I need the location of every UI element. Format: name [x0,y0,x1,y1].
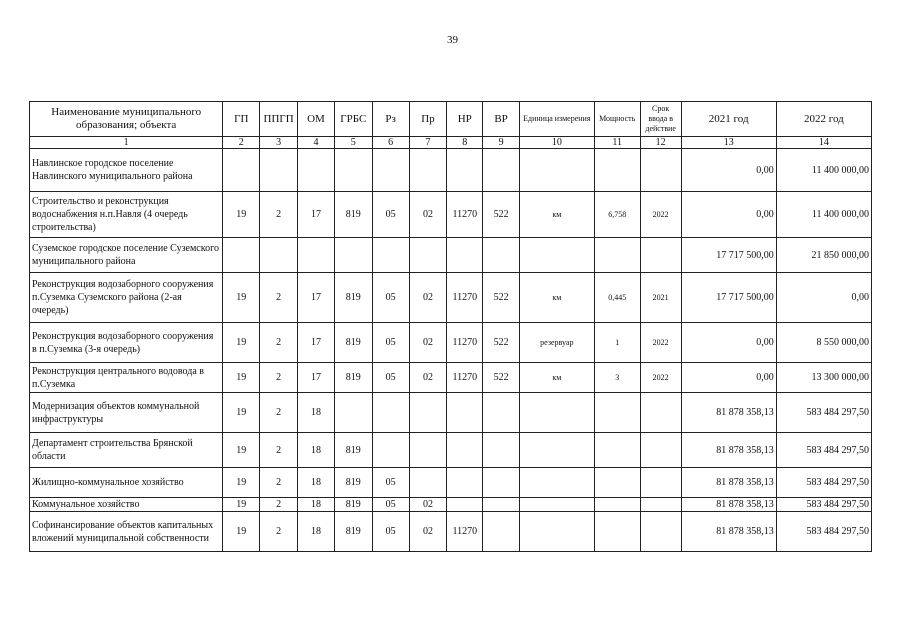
amount-2021-cell: 0,00 [681,323,776,363]
table-cell: 819 [334,273,372,323]
amount-2022-cell: 583 484 297,50 [776,498,871,512]
table-row [30,149,872,192]
table-row [30,433,872,468]
object-name-cell: Строительство и реконструкция водоснабжения н.п.Навля (4 очередь строительства) [30,192,223,238]
amount-2021-cell: 0,00 [681,149,776,192]
table-cell: 2 [260,192,298,238]
table-cell [298,238,335,273]
table-cell: 19 [223,512,260,552]
table-cell [640,433,681,468]
table-cell [483,393,520,433]
column-number: 12 [640,137,681,149]
object-name-cell: Навлинское городское поселение Навлинского муниципального района [30,149,223,192]
amount-2022-cell: 11 400 000,00 [776,149,871,192]
table-cell: 2 [260,498,298,512]
table-cell: 02 [409,192,447,238]
table-cell: 19 [223,192,260,238]
table-cell [447,468,483,498]
table-cell [640,238,681,273]
table-cell [334,238,372,273]
table-cell: 522 [483,192,520,238]
column-header: ГРБС [334,102,372,137]
table-cell [483,238,520,273]
table-cell: 2022 [640,323,681,363]
amount-2022-cell: 583 484 297,50 [776,468,871,498]
table-cell: 522 [483,273,520,323]
column-header: ВР [483,102,520,137]
column-number: 11 [594,137,640,149]
table-cell [372,393,409,433]
budget-table [29,101,872,552]
table-cell [372,433,409,468]
table-row [30,323,872,363]
column-number: 1 [30,137,223,149]
table-cell [483,468,520,498]
table-row [30,498,872,512]
table-cell: км [520,363,595,393]
table-cell: 05 [372,468,409,498]
table-cell: км [520,273,595,323]
table-cell: 0,445 [594,273,640,323]
header-row [30,102,872,137]
amount-2022-cell: 11 400 000,00 [776,192,871,238]
column-number: 7 [409,137,447,149]
table-cell [260,238,298,273]
column-header: Срок ввода в действие [640,102,681,137]
table-cell: 17 [298,192,335,238]
table-cell [520,433,595,468]
table-cell [520,468,595,498]
table-cell [483,498,520,512]
table-row [30,192,872,238]
table-row [30,238,872,273]
table-cell [409,149,447,192]
table-cell [520,498,595,512]
amount-2021-cell: 81 878 358,13 [681,498,776,512]
column-header: НР [447,102,483,137]
table-row [30,393,872,433]
table-cell [640,393,681,433]
table-cell: 11270 [447,192,483,238]
table-cell: 19 [223,433,260,468]
table-cell: 3 [594,363,640,393]
column-header: 2021 год [681,102,776,137]
table-cell [483,433,520,468]
table-cell [520,393,595,433]
column-header: Наименование муниципального образования; объекта [30,102,223,137]
table-cell [447,149,483,192]
amount-2021-cell: 81 878 358,13 [681,468,776,498]
table-cell: 2 [260,393,298,433]
table-cell: 819 [334,498,372,512]
column-number: 14 [776,137,871,149]
table-cell [223,238,260,273]
table-cell: 2022 [640,192,681,238]
table-cell [594,512,640,552]
object-name-cell: Департамент строительства Брянской области [30,433,223,468]
page-number: 39 [447,34,458,46]
amount-2021-cell: 17 717 500,00 [681,238,776,273]
amount-2021-cell: 81 878 358,13 [681,393,776,433]
table-cell: 2022 [640,363,681,393]
table-cell [594,498,640,512]
table-cell: 2 [260,363,298,393]
table-cell: 05 [372,512,409,552]
table-cell [594,468,640,498]
table-cell: 05 [372,498,409,512]
object-name-cell: Софинансирование объектов капитальных вложений муниципальной собственности [30,512,223,552]
amount-2021-cell: 0,00 [681,192,776,238]
table-cell: 18 [298,433,335,468]
table-cell [594,149,640,192]
table-cell [594,393,640,433]
table-cell: 522 [483,323,520,363]
table-cell: 02 [409,273,447,323]
column-header: ГП [223,102,260,137]
table-cell [520,238,595,273]
amount-2022-cell: 8 550 000,00 [776,323,871,363]
object-name-cell: Модернизация объектов коммунальной инфраструктуры [30,393,223,433]
table-cell: 05 [372,192,409,238]
table-cell: 05 [372,323,409,363]
table-cell: 02 [409,363,447,393]
table-cell [594,238,640,273]
table-cell: 2 [260,512,298,552]
table-row [30,512,872,552]
table-cell: 11270 [447,273,483,323]
table-cell: 17 [298,363,335,393]
table-cell: 18 [298,512,335,552]
table-cell [483,512,520,552]
column-number: 10 [520,137,595,149]
table-cell: 18 [298,393,335,433]
table-row [30,273,872,323]
column-header: Единица измерения [520,102,595,137]
table-cell [520,512,595,552]
column-number: 9 [483,137,520,149]
table-cell: 18 [298,498,335,512]
table-cell [223,149,260,192]
table-cell [334,393,372,433]
table-cell: 19 [223,498,260,512]
column-number: 5 [334,137,372,149]
table-cell: 522 [483,363,520,393]
table-cell [260,149,298,192]
table-cell [334,149,372,192]
table-cell [640,468,681,498]
table-cell: 11270 [447,363,483,393]
amount-2022-cell: 13 300 000,00 [776,363,871,393]
table-cell: 11270 [447,512,483,552]
column-header: 2022 год [776,102,871,137]
table-cell: 17 [298,323,335,363]
table-cell [447,433,483,468]
table-cell: 819 [334,323,372,363]
table-cell: 17 [298,273,335,323]
table-cell [520,149,595,192]
table-body [30,149,872,552]
column-number: 2 [223,137,260,149]
table-cell: 1 [594,323,640,363]
table-cell [409,468,447,498]
table-cell [298,149,335,192]
table-cell: км [520,192,595,238]
table-cell: 19 [223,323,260,363]
column-header: ППГП [260,102,298,137]
table-cell: 19 [223,273,260,323]
column-number: 13 [681,137,776,149]
table-cell: 6,758 [594,192,640,238]
table-cell: 819 [334,192,372,238]
table-cell [447,498,483,512]
column-number: 8 [447,137,483,149]
table-cell [372,149,409,192]
table-cell: 19 [223,468,260,498]
table-cell: 819 [334,468,372,498]
table-cell [409,433,447,468]
column-header: ОМ [298,102,335,137]
object-name-cell: Реконструкция водозаборного сооружения п.Суземка Суземского района (2-ая очередь) [30,273,223,323]
column-header: Рз [372,102,409,137]
amount-2022-cell: 583 484 297,50 [776,433,871,468]
object-name-cell: Реконструкция водозаборного сооружения в п.Суземка (3-я очередь) [30,323,223,363]
table-cell [640,149,681,192]
table-cell: 19 [223,393,260,433]
column-header: Пр [409,102,447,137]
column-header: Мощность [594,102,640,137]
amount-2022-cell: 21 850 000,00 [776,238,871,273]
table-cell: 18 [298,468,335,498]
column-number-row [30,137,872,149]
table-cell: 2 [260,323,298,363]
column-number: 4 [298,137,335,149]
table-cell: 05 [372,273,409,323]
table-cell: 819 [334,363,372,393]
amount-2022-cell: 583 484 297,50 [776,393,871,433]
object-name-cell: Коммунальное хозяйство [30,498,223,512]
table-cell: 02 [409,323,447,363]
table-cell: резервуар [520,323,595,363]
table-cell [640,498,681,512]
table-row [30,468,872,498]
amount-2022-cell: 0,00 [776,273,871,323]
table-cell: 02 [409,512,447,552]
table-cell: 02 [409,498,447,512]
table-cell: 2 [260,468,298,498]
table-cell: 2 [260,433,298,468]
amount-2021-cell: 17 717 500,00 [681,273,776,323]
table-cell: 2021 [640,273,681,323]
object-name-cell: Суземское городское поселение Суземского муниципального района [30,238,223,273]
table-cell [483,149,520,192]
amount-2021-cell: 0,00 [681,363,776,393]
object-name-cell: Реконструкция центрального водовода в п.Суземка [30,363,223,393]
table-cell [640,512,681,552]
table-cell [594,433,640,468]
amount-2022-cell: 583 484 297,50 [776,512,871,552]
table-cell: 19 [223,363,260,393]
column-number: 6 [372,137,409,149]
table-cell: 819 [334,433,372,468]
table-cell: 05 [372,363,409,393]
table-cell: 819 [334,512,372,552]
table-cell [409,393,447,433]
table-cell: 2 [260,273,298,323]
table-row [30,363,872,393]
table-cell [409,238,447,273]
table-cell [447,393,483,433]
table-cell: 11270 [447,323,483,363]
column-number: 3 [260,137,298,149]
table-cell [372,238,409,273]
table-cell [447,238,483,273]
object-name-cell: Жилищно-коммунальное хозяйство [30,468,223,498]
amount-2021-cell: 81 878 358,13 [681,512,776,552]
amount-2021-cell: 81 878 358,13 [681,433,776,468]
